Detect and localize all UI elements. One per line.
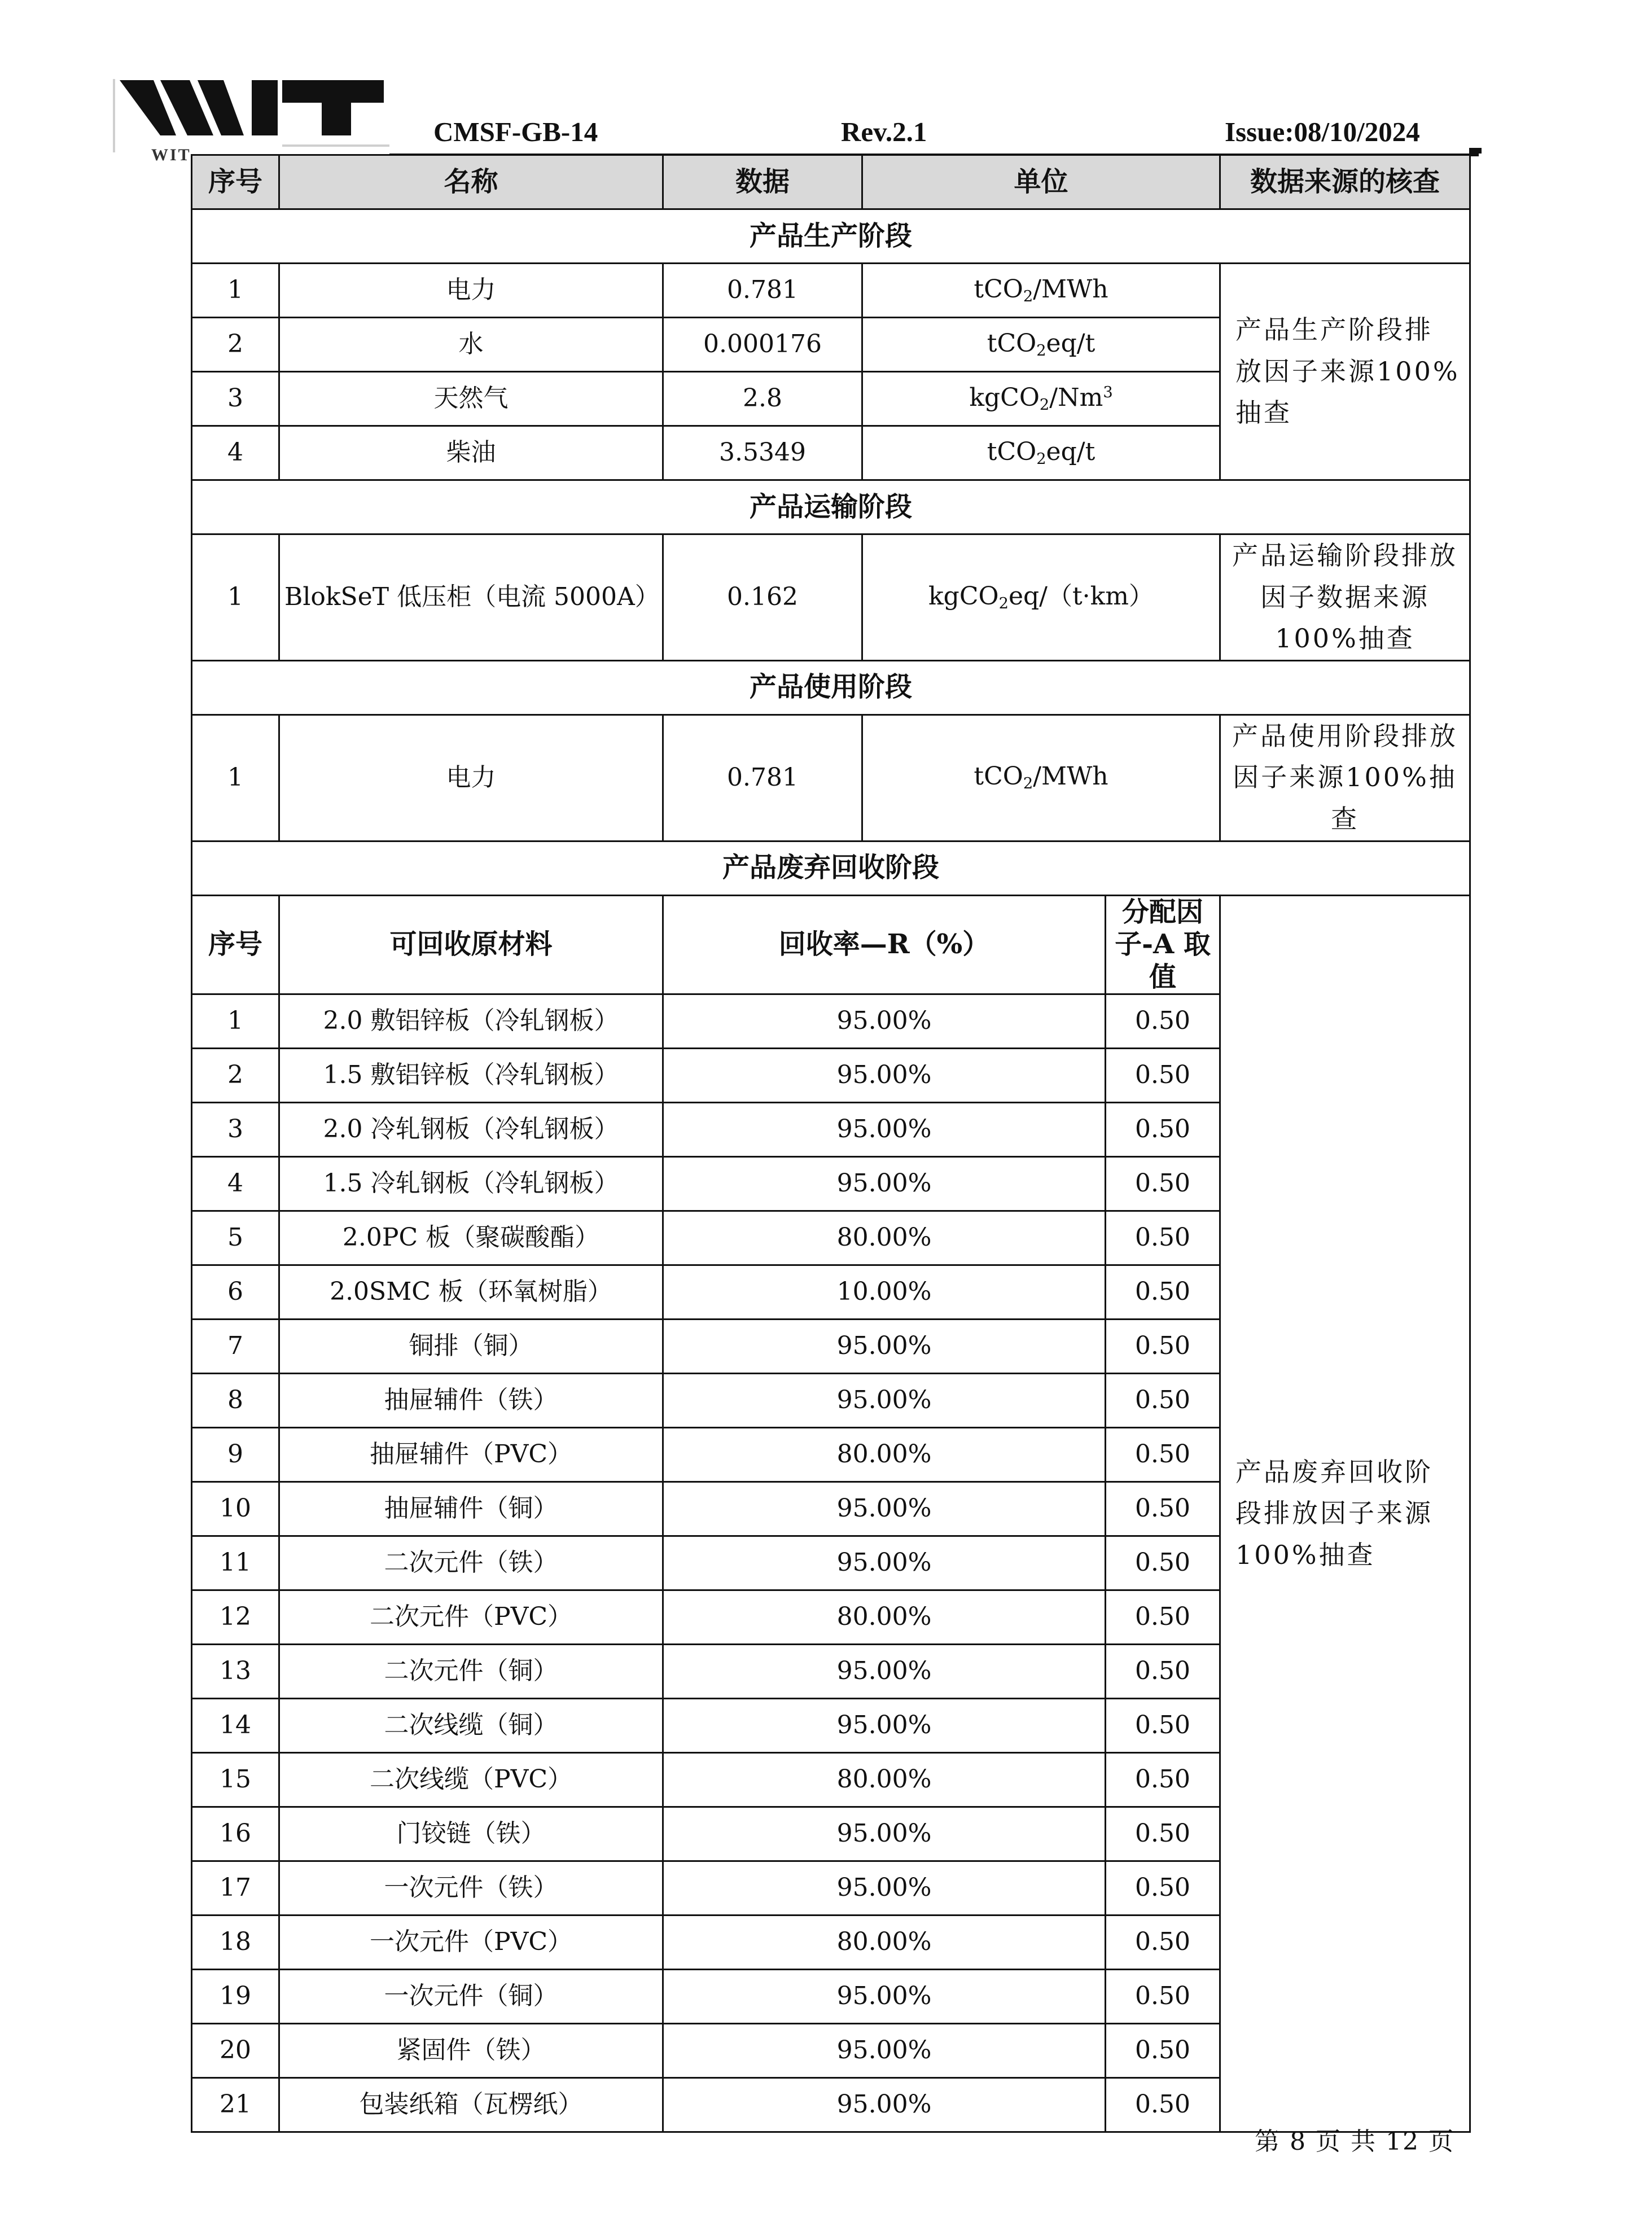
row-rate: 95.00% (663, 1320, 1106, 1374)
row-material: 抽屉辅件（铜） (279, 1482, 663, 1536)
row-material: 门铰链（铁） (279, 1807, 663, 1861)
row-name: 电力 (279, 264, 663, 318)
row-rate: 95.00% (663, 1861, 1106, 1916)
row-rate: 95.00% (663, 1482, 1106, 1536)
row-rate: 80.00% (663, 1916, 1106, 1970)
row-value: 0.162 (663, 534, 862, 661)
row-factor: 0.50 (1106, 2078, 1220, 2132)
row-no: 17 (192, 1861, 279, 1916)
recycle-header-factor: 分配因子-A 取值 (1106, 895, 1220, 994)
emission-factor-table (191, 154, 1471, 2133)
recycle-header-row (192, 895, 1470, 994)
section-title: 产品运输阶段 (192, 480, 1470, 534)
row-material: 2.0SMC 板（环氧树脂） (279, 1265, 663, 1320)
row-material: 抽屉辅件（铁） (279, 1374, 663, 1428)
row-rate: 10.00% (663, 1265, 1106, 1320)
section-title: 产品生产阶段 (192, 209, 1470, 264)
recycle-header-rate: 回收率—R（%） (663, 895, 1106, 994)
row-rate: 95.00% (663, 1157, 1106, 1211)
row-no: 20 (192, 2024, 279, 2078)
row-rate: 95.00% (663, 1970, 1106, 2024)
row-factor: 0.50 (1106, 1320, 1220, 1374)
section-row-usage (192, 660, 1470, 715)
issue-date: Issue:08/10/2024 (1225, 116, 1420, 147)
row-factor: 0.50 (1106, 1103, 1220, 1157)
row-name: 柴油 (279, 426, 663, 480)
source-note: 产品生产阶段排放因子来源100%抽查 (1220, 264, 1470, 480)
row-material: 抽屉辅件（PVC） (279, 1428, 663, 1482)
row-material: 二次元件（铜） (279, 1645, 663, 1699)
header-name: 名称 (279, 155, 663, 209)
factor-row (192, 534, 1470, 661)
row-material: 包装纸箱（瓦楞纸） (279, 2078, 663, 2132)
row-unit: tCO$_2$/MWh (862, 264, 1220, 318)
revision: Rev.2.1 (841, 116, 927, 147)
row-rate: 95.00% (663, 1049, 1106, 1103)
section-row-transport (192, 480, 1470, 534)
row-material: 1.5 敷铝锌板（冷轧钢板） (279, 1049, 663, 1103)
row-material: 1.5 冷轧钢板（冷轧钢板） (279, 1157, 663, 1211)
header-no: 序号 (192, 155, 279, 209)
row-rate: 95.00% (663, 1645, 1106, 1699)
row-value: 3.5349 (663, 426, 862, 480)
row-rate: 80.00% (663, 1428, 1106, 1482)
row-no: 7 (192, 1320, 279, 1374)
row-value: 0.781 (663, 264, 862, 318)
row-material: 一次元件（铜） (279, 1970, 663, 2024)
logo-text: WIT (151, 146, 191, 164)
row-rate: 95.00% (663, 1536, 1106, 1590)
row-unit: $kgCO_2/Nm^3$ (862, 372, 1220, 426)
row-no: 1 (192, 264, 279, 318)
row-no: 4 (192, 1157, 279, 1211)
row-factor: 0.50 (1106, 1482, 1220, 1536)
row-rate: 80.00% (663, 1753, 1106, 1807)
row-unit: kgCO$_2$eq/（t·km） (862, 534, 1220, 661)
row-no: 3 (192, 372, 279, 426)
row-material: 二次线缆（铜） (279, 1699, 663, 1753)
row-no: 15 (192, 1753, 279, 1807)
row-value: 0.781 (663, 715, 862, 841)
row-no: 11 (192, 1536, 279, 1590)
row-factor: 0.50 (1106, 1265, 1220, 1320)
row-no: 16 (192, 1807, 279, 1861)
row-value: 0.000176 (663, 318, 862, 372)
section-title: 产品废弃回收阶段 (192, 841, 1470, 895)
row-no: 1 (192, 994, 279, 1049)
row-no: 4 (192, 426, 279, 480)
row-material: 紧固件（铁） (279, 2024, 663, 2078)
header-rule-end (1469, 148, 1482, 154)
row-material: 铜排（铜） (279, 1320, 663, 1374)
row-name: 电力 (279, 715, 663, 841)
row-factor: 0.50 (1106, 1157, 1220, 1211)
row-rate: 95.00% (663, 994, 1106, 1049)
source-note: 产品使用阶段排放因子来源100%抽查 (1220, 715, 1470, 841)
row-factor: 0.50 (1106, 1645, 1220, 1699)
row-factor: 0.50 (1106, 1753, 1220, 1807)
section-row-recycle (192, 841, 1470, 895)
row-rate: 95.00% (663, 1374, 1106, 1428)
section-row-production (192, 209, 1470, 264)
row-factor: 0.50 (1106, 1699, 1220, 1753)
row-name: BlokSeT 低压柜（电流 5000A） (279, 534, 663, 661)
row-rate: 95.00% (663, 1807, 1106, 1861)
row-factor: 0.50 (1106, 1428, 1220, 1482)
row-material: 二次元件（铁） (279, 1536, 663, 1590)
row-factor: 0.50 (1106, 1970, 1220, 2024)
row-factor: 0.50 (1106, 1049, 1220, 1103)
row-material: 二次元件（PVC） (279, 1590, 663, 1645)
row-material: 二次线缆（PVC） (279, 1753, 663, 1807)
table-header-row (192, 155, 1470, 209)
row-unit: tCO$_2$/MWh (862, 715, 1220, 841)
row-no: 14 (192, 1699, 279, 1753)
row-factor: 0.50 (1106, 1807, 1220, 1861)
row-factor: 0.50 (1106, 1536, 1220, 1590)
row-factor: 0.50 (1106, 1861, 1220, 1916)
recycle-header-no: 序号 (192, 895, 279, 994)
row-no: 6 (192, 1265, 279, 1320)
row-unit: tCO$_2$eq/t (862, 426, 1220, 480)
header-data: 数据 (663, 155, 862, 209)
row-factor: 0.50 (1106, 1590, 1220, 1645)
row-material: 2.0 敷铝锌板（冷轧钢板） (279, 994, 663, 1049)
row-no: 18 (192, 1916, 279, 1970)
section-title: 产品使用阶段 (192, 660, 1470, 715)
row-no: 21 (192, 2078, 279, 2132)
row-no: 8 (192, 1374, 279, 1428)
row-factor: 0.50 (1106, 1211, 1220, 1265)
row-rate: 95.00% (663, 1103, 1106, 1157)
row-no: 1 (192, 534, 279, 661)
source-note: 产品运输阶段排放因子数据来源100%抽查 (1220, 534, 1470, 661)
row-no: 2 (192, 1049, 279, 1103)
row-no: 19 (192, 1970, 279, 2024)
row-no: 5 (192, 1211, 279, 1265)
factor-row (192, 715, 1470, 841)
row-unit: tCO$_2$eq/t (862, 318, 1220, 372)
row-no: 9 (192, 1428, 279, 1482)
recycle-header-material: 可回收原材料 (279, 895, 663, 994)
row-material: 一次元件（PVC） (279, 1916, 663, 1970)
row-rate: 95.00% (663, 2078, 1106, 2132)
header-source: 数据来源的核查 (1220, 155, 1470, 209)
doc-code: CMSF-GB-14 (433, 116, 598, 147)
header-unit: 单位 (862, 155, 1220, 209)
row-name: 天然气 (279, 372, 663, 426)
source-note: 产品废弃回收阶段排放因子来源100%抽查 (1220, 895, 1470, 2132)
factor-row (192, 264, 1470, 318)
row-factor: 0.50 (1106, 2024, 1220, 2078)
row-factor: 0.50 (1106, 1916, 1220, 1970)
row-rate: 95.00% (663, 1699, 1106, 1753)
row-material: 一次元件（铁） (279, 1861, 663, 1916)
row-no: 2 (192, 318, 279, 372)
row-no: 13 (192, 1645, 279, 1699)
row-factor: 0.50 (1106, 994, 1220, 1049)
row-rate: 80.00% (663, 1211, 1106, 1265)
row-no: 10 (192, 1482, 279, 1536)
row-name: 水 (279, 318, 663, 372)
row-no: 12 (192, 1590, 279, 1645)
row-material: 2.0PC 板（聚碳酸酯） (279, 1211, 663, 1265)
row-rate: 80.00% (663, 1590, 1106, 1645)
row-factor: 0.50 (1106, 1374, 1220, 1428)
row-value: 2.8 (663, 372, 862, 426)
row-rate: 95.00% (663, 2024, 1106, 2078)
row-no: 3 (192, 1103, 279, 1157)
row-no: 1 (192, 715, 279, 841)
page-number: 第 8 页 共 12 页 (1255, 2127, 1454, 2156)
row-material: 2.0 冷轧钢板（冷轧钢板） (279, 1103, 663, 1157)
